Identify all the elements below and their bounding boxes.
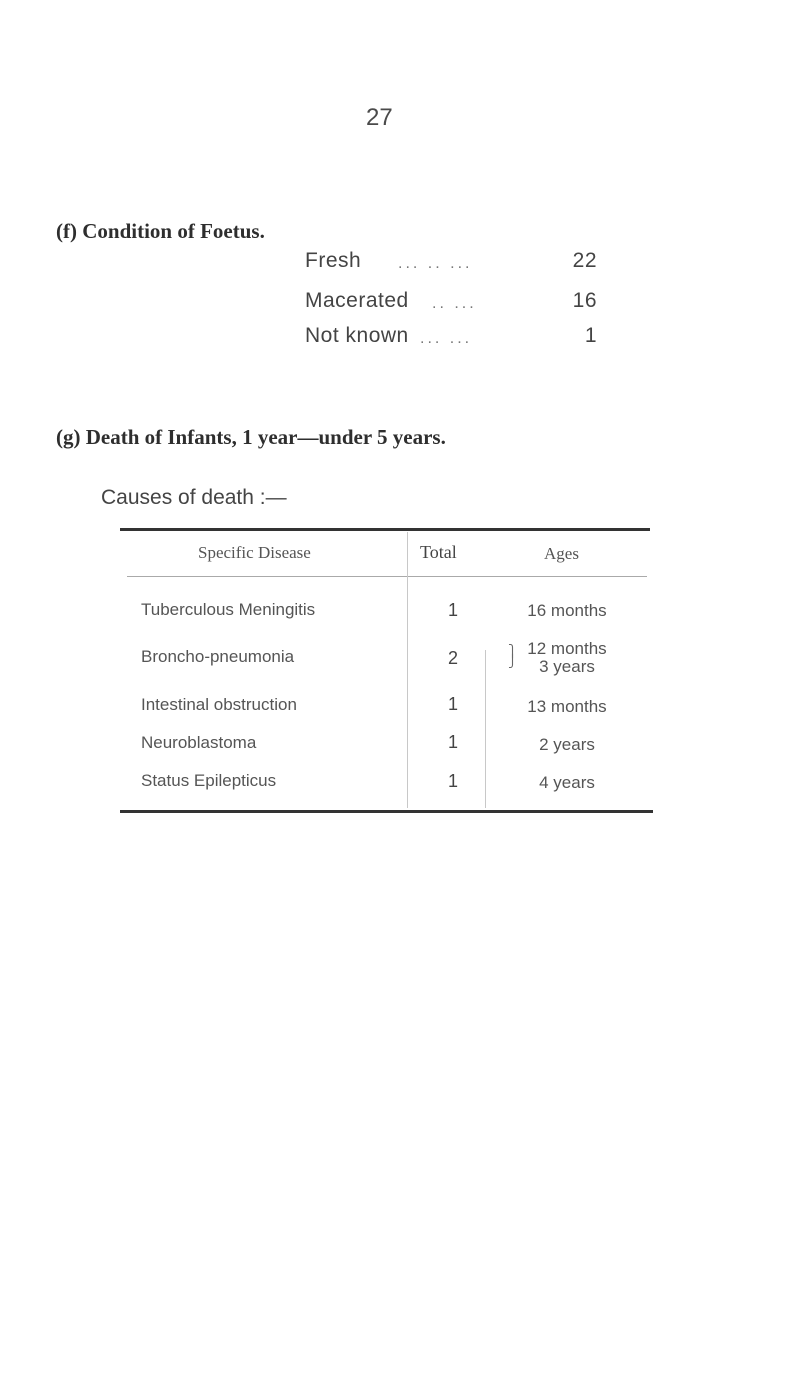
foetus-not-known-value: 1 bbox=[584, 324, 597, 347]
table-row-age: 3 years bbox=[539, 657, 595, 676]
leader-dots: ... ... bbox=[420, 330, 473, 347]
table-row-disease: Tuberculous Meningitis bbox=[141, 600, 316, 619]
causes-of-death-label: Causes of death :— bbox=[101, 486, 287, 509]
table-row-age: 13 months bbox=[527, 697, 607, 716]
foetus-fresh-value: 22 bbox=[572, 249, 597, 272]
column-header-disease: Specific Disease bbox=[198, 543, 311, 562]
foetus-fresh-label: Fresh bbox=[305, 249, 362, 272]
table-row-total: 1 bbox=[447, 771, 458, 791]
table-row-total: 1 bbox=[447, 694, 458, 714]
leader-dots: ... .. ... bbox=[398, 255, 473, 272]
column-header-total: Total bbox=[420, 542, 457, 562]
foetus-macerated-label: Macerated bbox=[305, 289, 409, 312]
table-column-divider bbox=[485, 650, 486, 808]
table-row-disease: Neuroblastoma bbox=[141, 733, 257, 752]
leader-dots: .. ... bbox=[432, 295, 477, 312]
table-top-rule bbox=[120, 528, 650, 531]
page-number: 27 bbox=[366, 104, 393, 131]
table-row-disease: Intestinal obstruction bbox=[141, 695, 297, 714]
table-row-total: 1 bbox=[447, 732, 458, 752]
foetus-not-known-label: Not known bbox=[305, 324, 409, 347]
brace-mark: ⎫ ⎭ bbox=[508, 644, 517, 668]
table-row-age: 16 months bbox=[527, 601, 607, 620]
table-row-disease: Broncho-pneumonia bbox=[141, 647, 295, 666]
table-row-disease: Status Epilepticus bbox=[141, 771, 277, 790]
table-bottom-rule bbox=[120, 810, 653, 813]
table-column-divider bbox=[407, 532, 408, 808]
section-f-heading: (f) Condition of Foetus. bbox=[56, 219, 265, 243]
table-row-age: 12 months bbox=[527, 639, 607, 658]
table-row-age: 2 years bbox=[539, 735, 595, 754]
column-header-ages: Ages bbox=[544, 544, 579, 563]
section-g-heading: (g) Death of Infants, 1 year—under 5 years. bbox=[56, 425, 446, 449]
table-row-age: 4 years bbox=[539, 773, 595, 792]
table-row-total: 2 bbox=[447, 648, 458, 668]
table-row-total: 1 bbox=[447, 600, 458, 620]
foetus-macerated-value: 16 bbox=[572, 289, 597, 312]
table-header-rule bbox=[127, 576, 647, 577]
